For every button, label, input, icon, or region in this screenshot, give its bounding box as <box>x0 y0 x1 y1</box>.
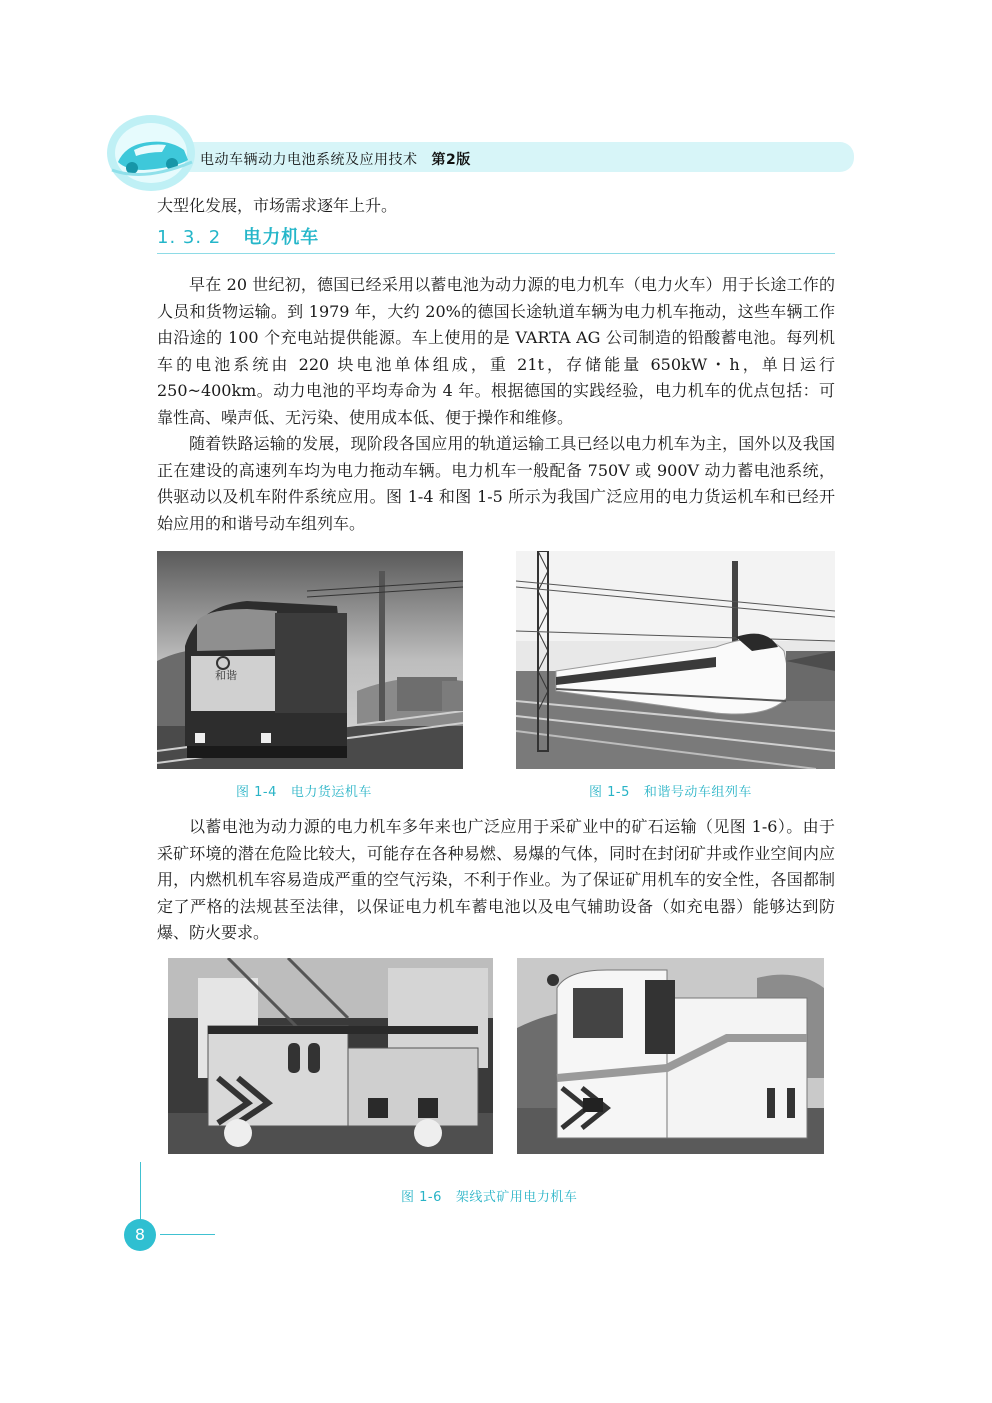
page-margin-line <box>140 1162 141 1220</box>
figure-1-4-number: 图 1-4 <box>236 785 277 800</box>
paragraph-2: 随着铁路运输的发展，现阶段各国应用的轨道运输工具已经以电力机车为主，国外以及我国正在建设的高速列车均为电力拖动车辆。电力机车一般配备 750V 或 900V 动力蓄电池系统，供驱动以及机车附件系统应用。图 1-4 和图 1-5 所示为我国广泛应用的电力货运机车和已经开始应用的和谐号动车组列车。 <box>157 434 835 533</box>
figure-1-4-caption <box>236 781 372 800</box>
car-logo-icon <box>104 112 198 194</box>
running-header <box>200 149 471 169</box>
section-rule <box>157 253 835 254</box>
figure-1-5-number: 图 1-5 <box>589 785 630 800</box>
figure-1-6-photo-right <box>517 958 824 1154</box>
figure-1-5-title: 和谐号动车组列车 <box>643 785 752 800</box>
paragraph-3: 以蓄电池为动力源的电力机车多年来也广泛应用于采矿业中的矿石运输（见图 1-6）。由于采矿环境的潜在危险比较大，可能存在各种易燃、易爆的气体，同时在封闭矿井或作业空间内应用，内燃机机车容易造成严重的空气污染，不利于作业。为了保证矿用机车的安全性，各国都制定了严格的法规甚至法律，以保证电力机车蓄电池以及电气辅助设备（如充电器）能够达到防爆、防火要求。 <box>157 817 835 942</box>
section-title: 电力机车 <box>243 227 320 248</box>
figure-1-4-photo <box>157 551 463 769</box>
paragraph-1: 早在 20 世纪初，德国已经采用以蓄电池为动力源的电力机车（电力火车）用于长途工作的人员和货物运输。到 1979 年，大约 20%的德国长途轨道车辆为电力机车拖动，这些车辆工作由沿途的 100 个充电站提供能源。车上使用的是 VARTA AG 公司制造的铅酸蓄电池。每列机车的电池系统由 220 块电池单体组成，重 21t，存储能量 650kW・h，单日运行 250~400km。动力电池的平均寿命为 4 年。根据德国的实践经验，电力机车的优点包括：可靠性高、噪声低、无污染、使用成本低、便于操作和维修。 <box>157 275 835 427</box>
figure-1-5-caption <box>589 781 752 800</box>
section-number: 1. 3. 2 <box>157 227 222 248</box>
page-number: 8 <box>124 1219 156 1251</box>
page-number-rule <box>160 1234 215 1235</box>
locomotive-marking: 和谐 <box>215 669 237 682</box>
figure-1-6-number: 图 1-6 <box>401 1190 442 1205</box>
book-title: 电动车辆动力电池系统及应用技术 <box>200 152 418 168</box>
figure-1-6-caption <box>401 1186 577 1205</box>
figure-1-5-photo <box>516 551 835 769</box>
figure-1-6-photo-left <box>168 958 493 1154</box>
figure-1-6-title: 架线式矿用电力机车 <box>455 1190 578 1205</box>
figure-1-4-title: 电力货运机车 <box>290 785 372 800</box>
edition-label: 第2版 <box>431 152 471 168</box>
continued-text: 大型化发展，市场需求逐年上升。 <box>157 196 398 215</box>
section-heading <box>157 223 319 249</box>
